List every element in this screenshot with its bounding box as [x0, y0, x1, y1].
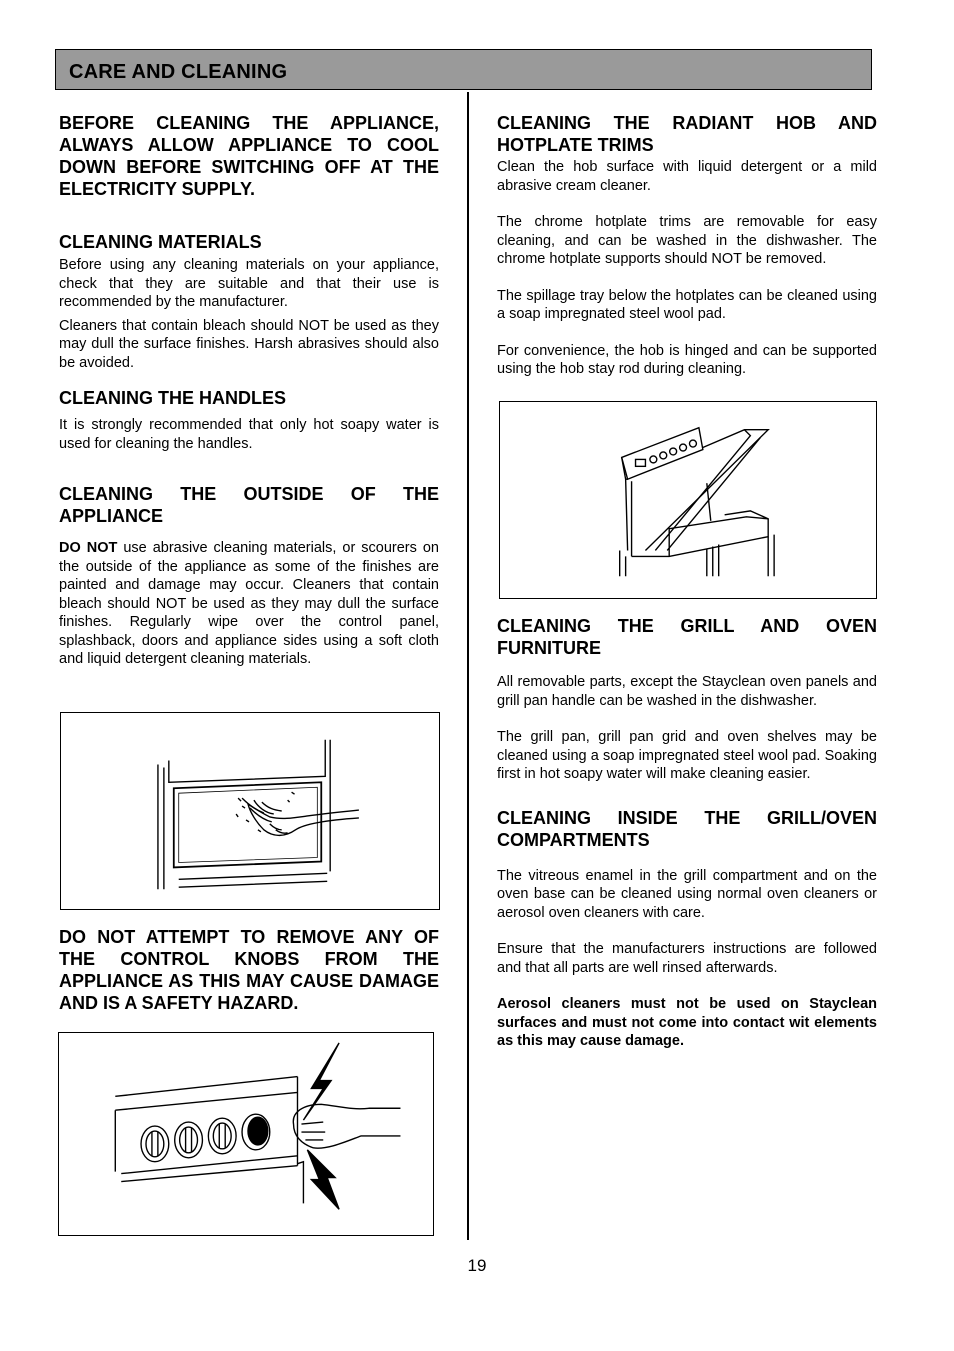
cooling-warning: BEFORE CLEANING THE APPLIANCE, ALWAYS ALLOW APPLIANCE TO COOL DOWN BEFORE SWITCHING OFF AT THE ELECTRICITY SUPPLY. — [59, 113, 439, 199]
page-title: CARE AND CLEANING — [69, 61, 288, 83]
hob-paragraph-2: The chrome hotplate trims are removable for easy cleaning, and can be washed in the dishwasher. The chrome hotplate supports should NOT be removed. — [497, 214, 877, 267]
materials-paragraph-2: Cleaners that contain bleach should NOT be used as they may dull the surface finishes. Harsh abrasives should also be avoided. — [59, 317, 439, 371]
hinged-hob-illustration — [499, 401, 877, 599]
inside-paragraph-2: Ensure that the manufacturers instructions are followed and that all parts are well rinsed afterwards. — [497, 941, 877, 976]
column-divider — [467, 92, 469, 1240]
materials-heading: CLEANING MATERIALS — [59, 232, 262, 252]
grill-heading: CLEANING THE GRILL AND OVEN FURNITURE — [497, 616, 877, 658]
hob-paragraph-1: Clean the hob surface with liquid detergent or a mild abrasive cream cleaner. — [497, 159, 877, 194]
outside-paragraph — [59, 539, 439, 669]
inside-heading: CLEANING INSIDE THE GRILL/OVEN COMPARTMENTS — [497, 807, 877, 850]
materials-paragraph-1: Before using any cleaning materials on your appliance, check that they are suitable and that their use is recommended by the manufacturer. — [59, 257, 439, 310]
oven-door-cleaning-illustration — [60, 712, 440, 910]
section-header — [55, 49, 872, 90]
handles-paragraph: It is strongly recommended that only hot soapy water is used for cleaning the handles. — [59, 417, 439, 452]
inside-paragraph-1: The vitreous enamel in the grill compartment and on the oven base can be cleaned using normal oven cleaners or aerosol oven cleaners with care. — [497, 867, 877, 921]
page-number: 19 — [467, 1256, 487, 1275]
grill-paragraph-2: The grill pan, grill pan grid and oven shelves may be cleaned using a soap impregnated steel wool pad. Soaking first in hot soapy water will make cleaning easier. — [497, 729, 877, 782]
hob-paragraph-4: For convenience, the hob is hinged and can be supported using the hob stay rod during cleaning. — [497, 342, 877, 377]
left-column — [59, 112, 439, 669]
control-knob-warning: DO NOT ATTEMPT TO REMOVE ANY OF THE CONTROL KNOBS FROM THE APPLIANCE AS THIS MAY CAUSE DAMAGE AND IS A SAFETY HAZARD. — [59, 927, 439, 1013]
outside-heading: CLEANING THE OUTSIDE OF THE APPLIANCE — [59, 484, 439, 526]
outside-paragraph-text: use abrasive cleaning materials, or scourers on the outside of the appliance as some of the finishes are painted and damage may occur. Cleaners that contain bleach should NOT be used as they may dull the surface finishes. Regularly wipe over the control panel, splashback, doors and appliance sides using a soft cloth and liquid detergent cleaning materials. — [59, 540, 439, 667]
right-column — [497, 112, 877, 379]
right-column-lower — [497, 615, 877, 1051]
left-column-lower — [59, 926, 439, 1014]
grill-paragraph-1: All removable parts, except the Stayclean oven panels and grill pan handle can be washed in the dishwasher. — [497, 674, 877, 709]
aerosol-warning: Aerosol cleaners must not be used on Stayclean surfaces and must not come into contact wit elements as this may cause damage. — [497, 996, 877, 1049]
hob-paragraph-3: The spillage tray below the hotplates can be cleaned using a soap impregnated steel wool pad. — [497, 287, 877, 322]
do-not-emphasis: DO NOT — [59, 540, 118, 556]
control-knob-illustration — [58, 1032, 434, 1236]
handles-heading: CLEANING THE HANDLES — [59, 388, 287, 408]
hob-heading: CLEANING THE RADIANT HOB AND HOTPLATE TRIMS — [497, 113, 877, 155]
